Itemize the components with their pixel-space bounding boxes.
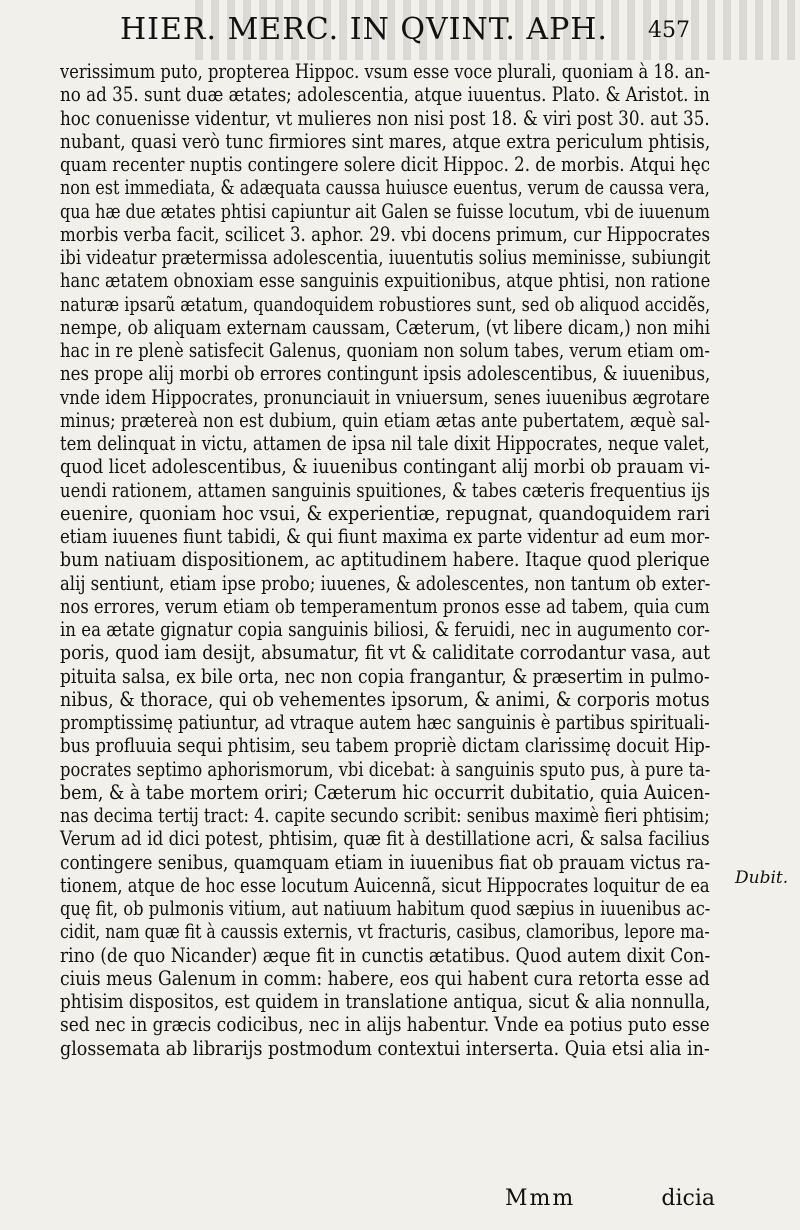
catchword: dicia — [661, 1186, 715, 1211]
text-line: in ea ætate gignatur copia sanguinis biliosi, & feruidi, nec in augumento cor- — [60, 617, 710, 641]
page-number: 457 — [648, 18, 690, 43]
text-line: cidit, nam quæ fit à caussis externis, vt fracturis, casibus, clamoribus, lepore ma- — [60, 919, 710, 944]
text-line: no ad 35. sunt duæ ætates; adolescentia, atque iuuentus. Plato. & Aristot. in — [60, 82, 710, 107]
page-footer — [505, 1184, 715, 1214]
text-line: ciuis meus Galenum in comm: habere, eos qui habent cura retorta esse ad — [60, 965, 710, 990]
text-line: verissimum puto, propterea Hippoc. vsum esse voce plurali, quoniam à 18. an- — [60, 59, 711, 83]
text-line: tem delinquat in victu, attamen de ipsa nil tale dixit Hippocrates, neque valet, — [60, 431, 710, 455]
page-header — [120, 10, 690, 50]
text-line: nas decima tertij tract: 4. capite secundo scribit: senibus maximè fieri phtisim; — [60, 803, 710, 827]
text-line: glossemata ab librarijs postmodum contextui interserta. Quia etsi alia in- — [60, 1035, 710, 1060]
body-text — [60, 60, 710, 1180]
text-line: etiam iuuenes fiunt tabidi, & qui fiunt maxima ex parte videntur ad eum mor- — [60, 524, 710, 548]
text-line: poris, quod iam desijt, absumatur, fit vt & caliditate corrodantur vasa, aut — [60, 640, 711, 665]
text-line: phtisim dispositos, est quidem in translatione antiqua, sicut & alia nonnulla, — [60, 989, 711, 1013]
text-line: promptissimę patiuntur, ad vtraque autem hæc sanguinis è partibus spirituali- — [60, 710, 710, 734]
text-line: rino (de quo Nicander) æque fit in cunctis ætatibus. Quod autem dixit Con- — [60, 942, 711, 967]
text-line: Verum ad id dici potest, phtisim, quæ fit à destillatione acri, & salsa facilius — [60, 826, 710, 851]
running-title: HIER. MERC. IN QVINT. APH. — [120, 12, 608, 47]
text-line: bem, & à tabe mortem oriri; Cæterum hic occurrit dubitatio, quia Auicen- — [60, 779, 711, 804]
text-line: uendi rationem, attamen sanguinis spuitiones, & tabes cæteris frequentius ijs — [60, 477, 710, 502]
text-line: non est immediata, & adæquata caussa huiusce euentus, verum de caussa vera, — [60, 175, 710, 200]
text-line: tionem, atque de hoc esse locutum Auicennã, sicut Hippocrates loquitur de ea — [60, 872, 710, 897]
text-line: pituita salsa, ex bile orta, nec non copia frangantur, & præsertim in pulmo- — [60, 663, 710, 688]
text-line: hoc conuenisse videntur, vt mulieres non nisi post 18. & viri post 30. aut 35. — [60, 105, 710, 130]
text-line: bus profluuia sequi phtisim, seu tabem propriè dictam clarissimę docuit Hip- — [60, 733, 711, 758]
signature-mark: Mmm — [505, 1186, 576, 1211]
text-line: alij sentiunt, etiam ipse probo; iuuenes, & adolescentes, non tantum ob exter- — [60, 570, 711, 595]
text-line: bum natiuam dispositionem, ac aptitudinem habere. Itaque quod plerique — [60, 547, 710, 572]
text-line: hanc ætatem obnoxiam esse sanguinis expuitionibus, atque phtisi, non ratione — [60, 268, 711, 293]
text-line: ibi videatur prætermissa adolescentia, iuuentutis solius meminisse, subiungit — [60, 245, 711, 269]
text-line: contingere senibus, quamquam etiam in iuuenibus fiat ob prauam victus ra- — [60, 849, 711, 874]
text-line: minus; prætereà non est dubium, quin etiam ætas ante pubertatem, æquè sal- — [60, 407, 710, 432]
text-line: nes prope alij morbi ob errores contingunt ipsis adolescentibus, & iuuenibus, — [60, 361, 711, 386]
text-line: nibus, & thorace, qui ob vehementes ipsorum, & animi, & corporis motus — [60, 686, 710, 711]
text-line: nubant, quasi verò tunc firmiores sint mares, atque extra periculum phtisis, — [60, 128, 711, 153]
text-line: euenire, quoniam hoc vsui, & experientiæ, repugnat, quandoquidem rari — [60, 500, 711, 525]
text-line: naturæ ipsarũ ætatum, quandoquidem robustiores sunt, sed ob aliquod accidẽs, — [60, 291, 711, 316]
text-line: vnde idem Hippocrates, pronunciauit in vniuersum, senes iuuenibus ægrotare — [60, 384, 710, 409]
text-line: quę fit, ob pulmonis vitium, aut natiuum habitum quod sæpius in iuuenibus ac- — [60, 896, 711, 920]
text-line: nos errores, verum etiam ob temperamentum pronos esse ad tabem, quia cum — [60, 593, 710, 618]
text-line: quam recenter nuptis contingere solere dicit Hippoc. 2. de morbis. Atqui hęc — [60, 152, 711, 176]
margin-note-dubit: Dubit. — [735, 868, 789, 888]
text-line: pocrates septimo aphorismorum, vbi dicebat: à sanguinis sputo pus, à pure ta- — [60, 756, 711, 781]
text-line: nempe, ob aliquam externam caussam, Cæterum, (vt libere dicam,) non mihi — [60, 314, 711, 339]
text-line: qua hæ due ætates phtisi capiuntur ait Galen se fuisse locutum, vbi de iuuenum — [60, 198, 710, 223]
text-line: hac in re plenè satisfecit Galenus, quoniam non solum tabes, verum etiam om- — [60, 338, 710, 362]
text-line: quod licet adolescentibus, & iuuenibus contingant alij morbi ob prauam vi- — [60, 454, 711, 479]
text-line: morbis verba facit, scilicet 3. aphor. 29. vbi docens primum, cur Hippocrates — [60, 221, 711, 246]
text-line: sed nec in græcis codicibus, nec in alijs habentur. Vnde ea potius puto esse — [60, 1012, 710, 1037]
